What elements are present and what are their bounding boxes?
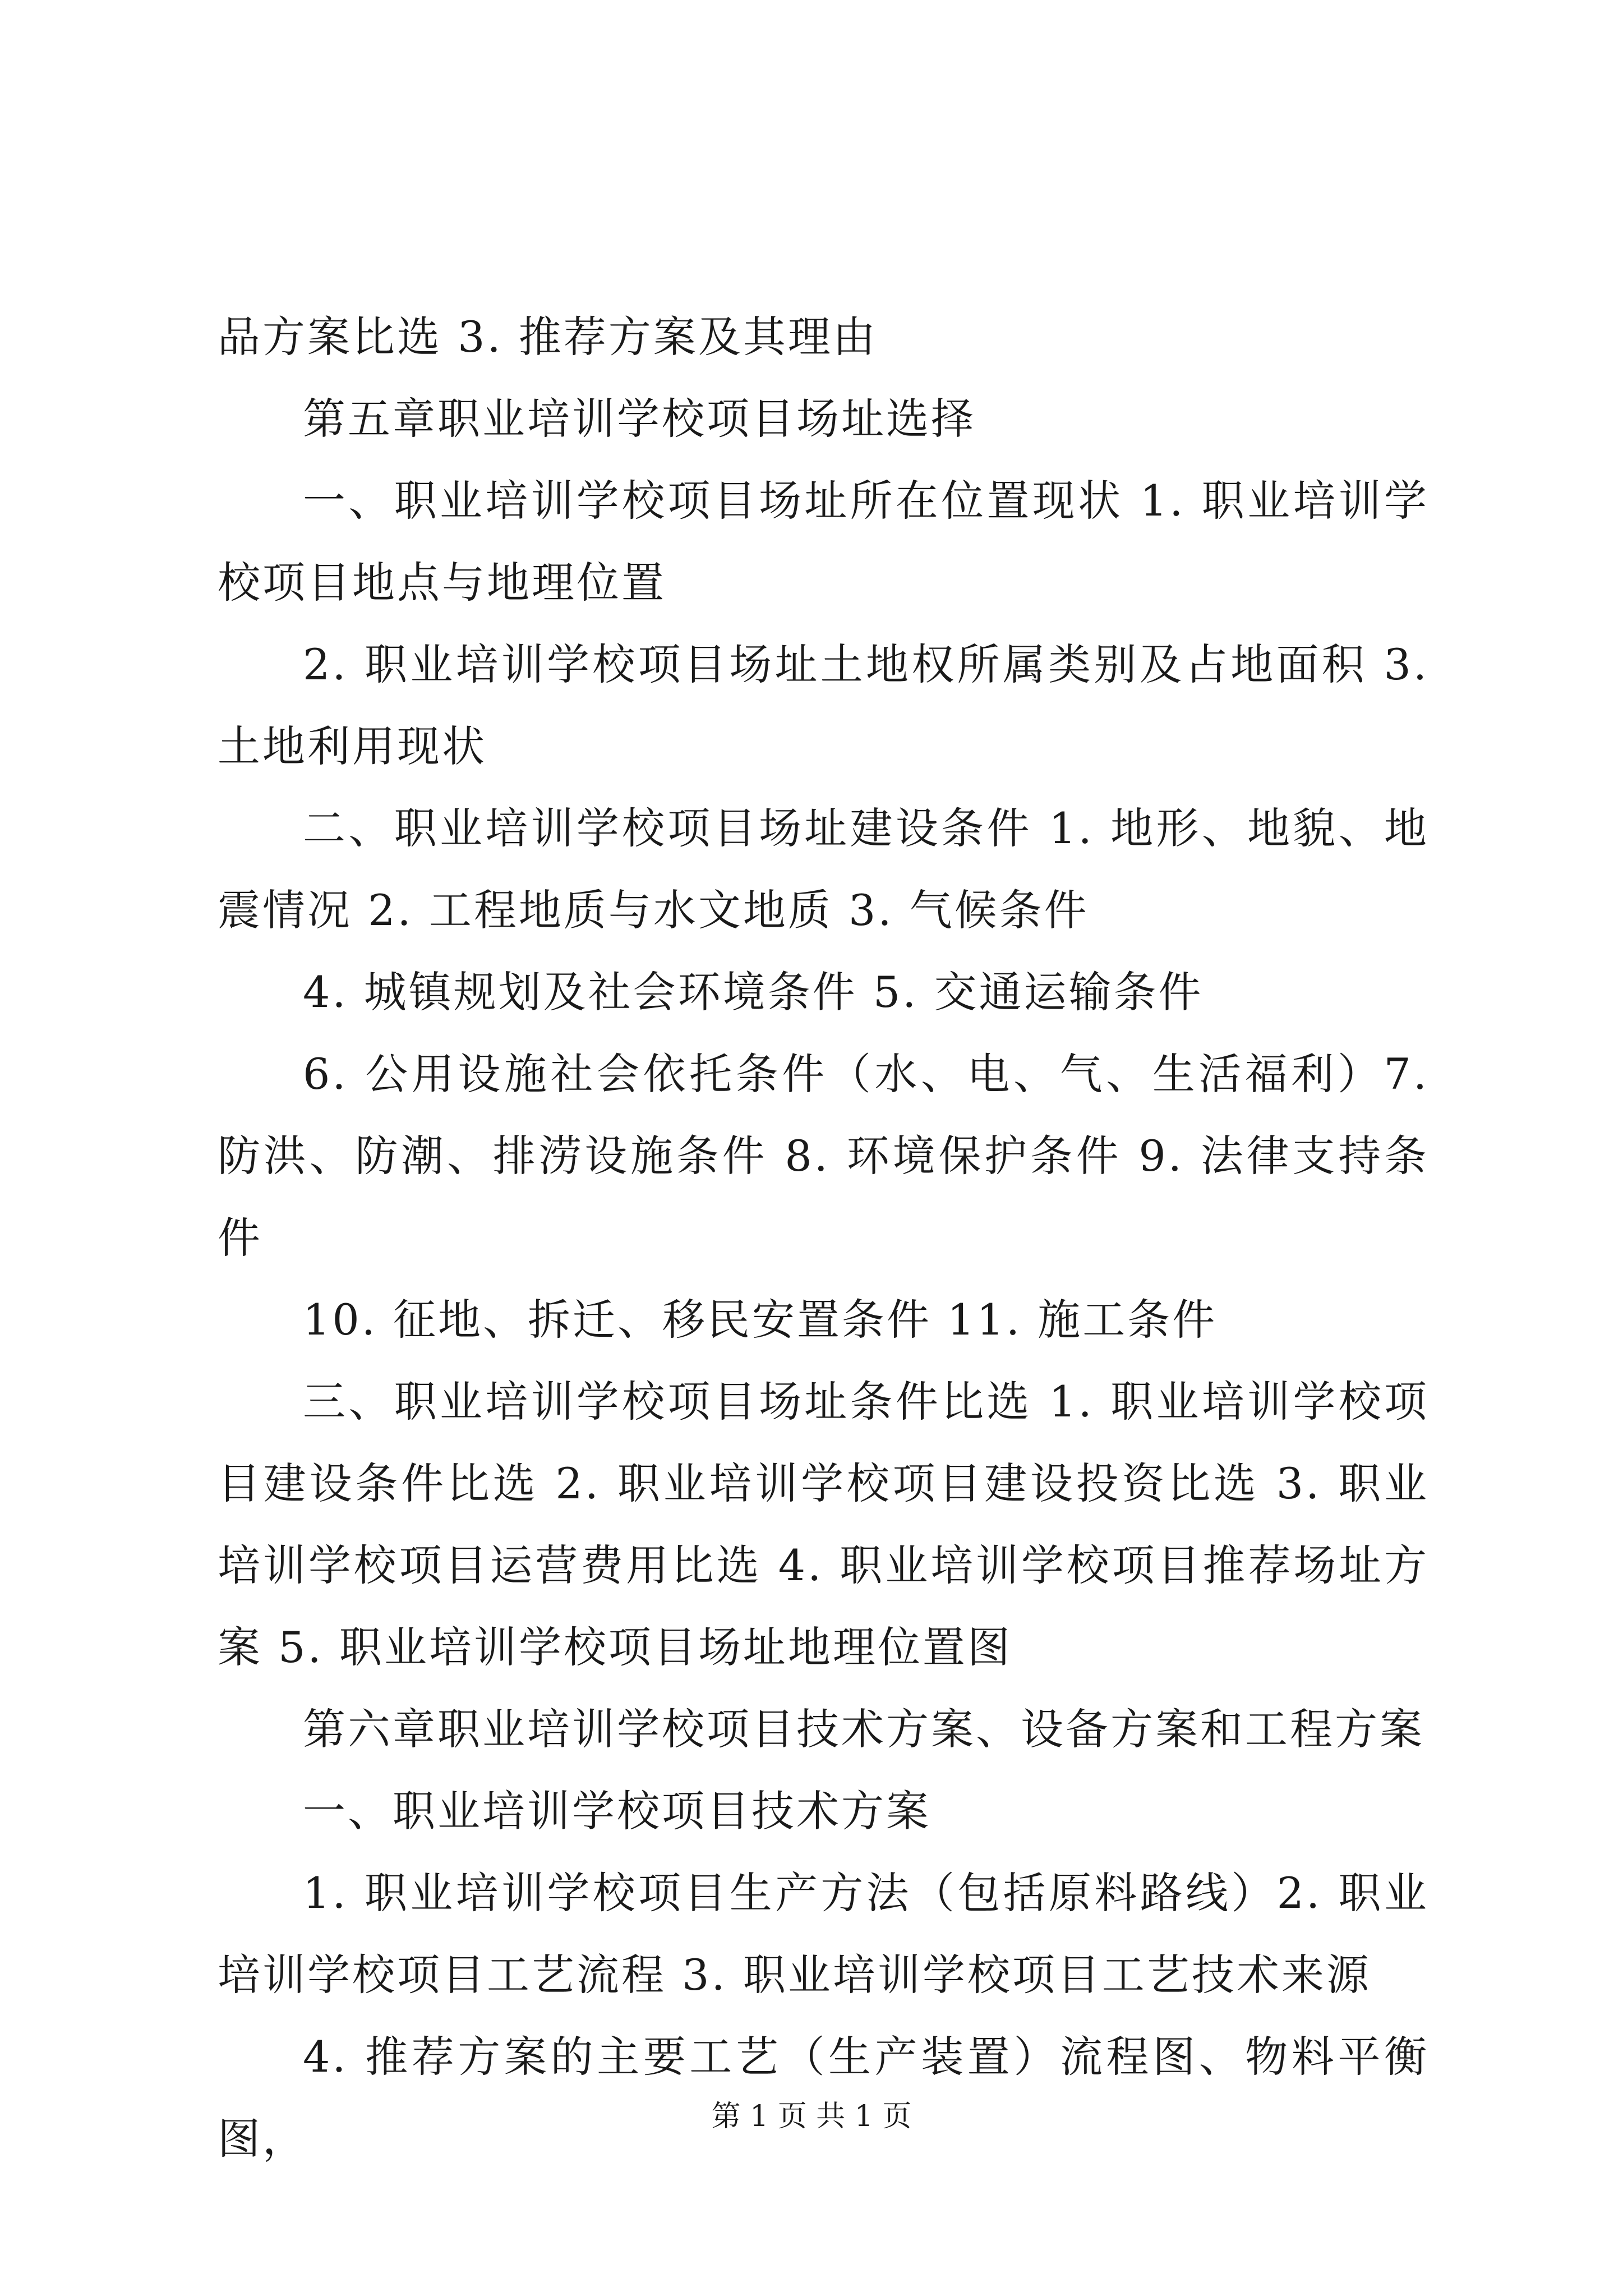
- chapter-6-heading: 第六章职业培训学校项目技术方案、设备方案和工程方案: [303, 1704, 1424, 1754]
- paragraph-6: 4. 城镇规划及社会环境条件 5. 交通运输条件: [303, 967, 1204, 1017]
- paragraph-12: 1. 职业培训学校项目生产方法（包括原料路线）2. 职业培训学校项目工艺流程 3. 职业培训学校项目工艺技术来源: [218, 1868, 1429, 2000]
- paragraph-4: 2. 职业培训学校项目场址土地权所属类别及占地面积 3. 土地利用现状: [218, 639, 1429, 771]
- paragraph-11: 一、职业培训学校项目技术方案: [303, 1786, 931, 1836]
- page-footer: [0, 2097, 1623, 2136]
- page-number: 第 1 页 共 1 页: [711, 2100, 912, 2133]
- paragraph-1: 品方案比选 3. 推荐方案及其理由: [218, 312, 878, 362]
- paragraph-8: 10. 征地、拆迁、移民安置条件 11. 施工条件: [303, 1295, 1218, 1345]
- chapter-5-heading: 第五章职业培训学校项目场址选择: [303, 394, 976, 444]
- paragraph-3: 一、职业培训学校项目场址所在位置现状 1. 职业培训学校项目地点与地理位置: [218, 476, 1429, 608]
- paragraph-5: 二、职业培训学校项目场址建设条件 1. 地形、地貌、地震情况 2. 工程地质与水文地质 3. 气候条件: [218, 803, 1429, 935]
- paragraph-7: 6. 公用设施社会依托条件（水、电、气、生活福利）7. 防洪、防潮、排涝设施条件 8. 环境保护条件 9. 法律支持条件: [218, 1049, 1429, 1263]
- paragraph-13: 4. 推荐方案的主要工艺（生产装置）流程图、物料平衡图，: [218, 2032, 1429, 2164]
- paragraph-9: 三、职业培训学校项目场址条件比选 1. 职业培训学校项目建设条件比选 2. 职业培训学校项目建设投资比选 3. 职业培训学校项目运营费用比选 4. 职业培训学校项目推荐场址方案 5. 职业培训学校项目场址地理位置图: [218, 1377, 1429, 1672]
- document-body: [218, 296, 1429, 2180]
